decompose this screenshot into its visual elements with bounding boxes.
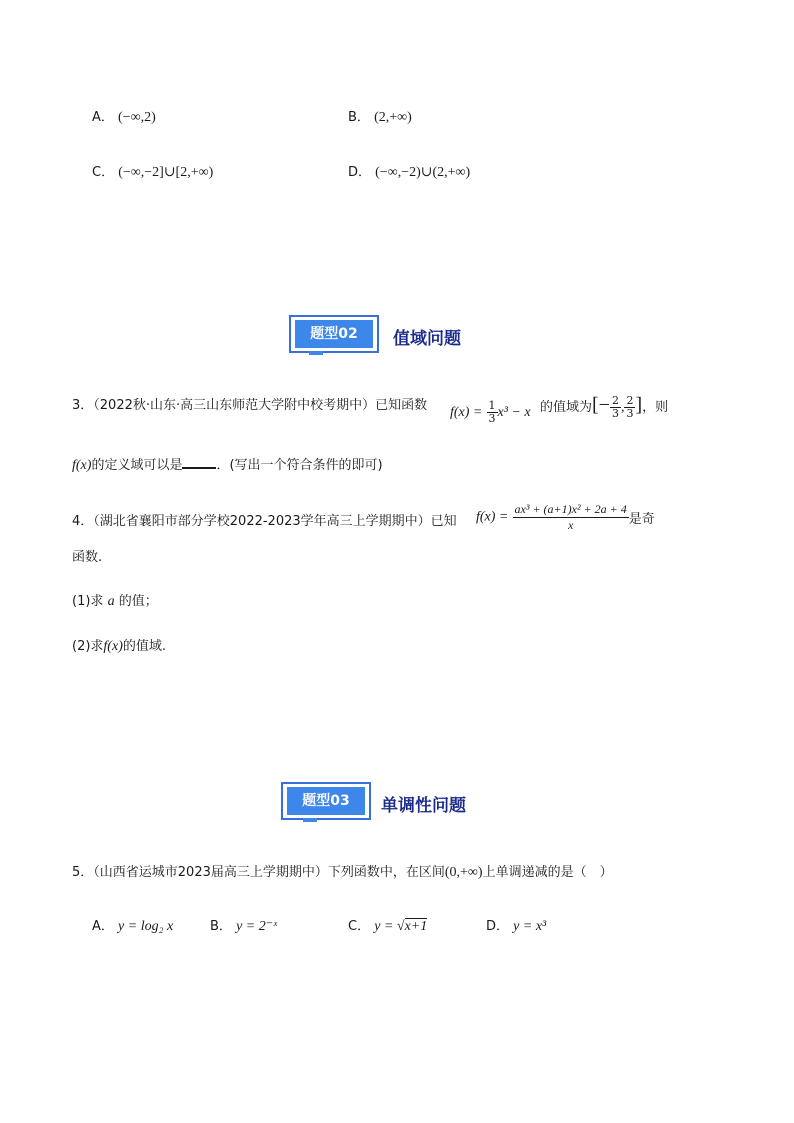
option-a: [92, 106, 156, 126]
question-3-line2: f(x)的定义域可以是 ．(写出一个符合条件的即可): [72, 458, 383, 473]
option-b-label: B．: [348, 110, 370, 125]
option-a-value: (−∞,2): [118, 110, 156, 125]
option-d-value: (−∞,−2)∪(2,+∞): [375, 165, 471, 180]
sqrt-symbol: √: [396, 919, 405, 934]
question-5-stem: 5．（山西省运城市2023届高三上学期期中）下列函数中，在区间(0,+∞)上单调递减的是（ ）: [72, 865, 613, 880]
q5-option-d: D． y = x³: [486, 919, 547, 934]
section-03-badge: [281, 782, 373, 822]
option-a-label: A．: [92, 110, 114, 125]
option-d-label: D．: [348, 165, 372, 180]
question-4-prefix: 4．（湖北省襄阳市部分学校2022-2023学年高三上学期期中）已知: [72, 514, 457, 529]
option-b: [348, 106, 412, 126]
question-4-line1: [72, 510, 457, 529]
option-b-value: (2,+∞): [374, 110, 412, 125]
option-c: [92, 161, 213, 181]
question-4-function: f(x) = $\frac{\text{ax³ + (a+1)x² + 2a + 4}}{x}$ 是奇: [476, 502, 655, 532]
option-c-value: (−∞,−2]∪[2,+∞): [118, 165, 214, 180]
question-4-line2: 函数.: [72, 550, 103, 565]
section-03-title: 单调性问题: [381, 796, 466, 816]
answer-blank[interactable]: [182, 457, 216, 469]
question-4-part1: (1)求 a 的值；: [72, 594, 158, 609]
question-3-range: 的值域为[− $\frac{2}{3}$ , $\frac{2}{3}$ ]，则: [540, 394, 669, 420]
question-3-line1: [72, 394, 427, 413]
question-3-function: f(x) = $\frac{1}{3}$ x³ − x: [450, 399, 531, 425]
section-02-title: 值域问题: [393, 329, 461, 349]
section-02-badge-label: 题型02: [295, 320, 373, 348]
q5-option-b: B． y = 2⁻ˣ: [210, 919, 278, 934]
question-3-prefix: 3．（2022秋·山东·高三山东师范大学附中校考期中）已知函数: [72, 398, 428, 413]
q5-option-c: C． y = √x+1: [348, 919, 428, 934]
option-c-label: C．: [92, 165, 115, 180]
section-02-badge: [289, 315, 381, 355]
question-4-part2: (2)求f(x)的值域.: [72, 639, 166, 654]
option-d: [348, 161, 470, 181]
section-03-badge-label: 题型03: [287, 787, 365, 815]
q5-option-a: A． y = log₂ x: [92, 919, 174, 934]
